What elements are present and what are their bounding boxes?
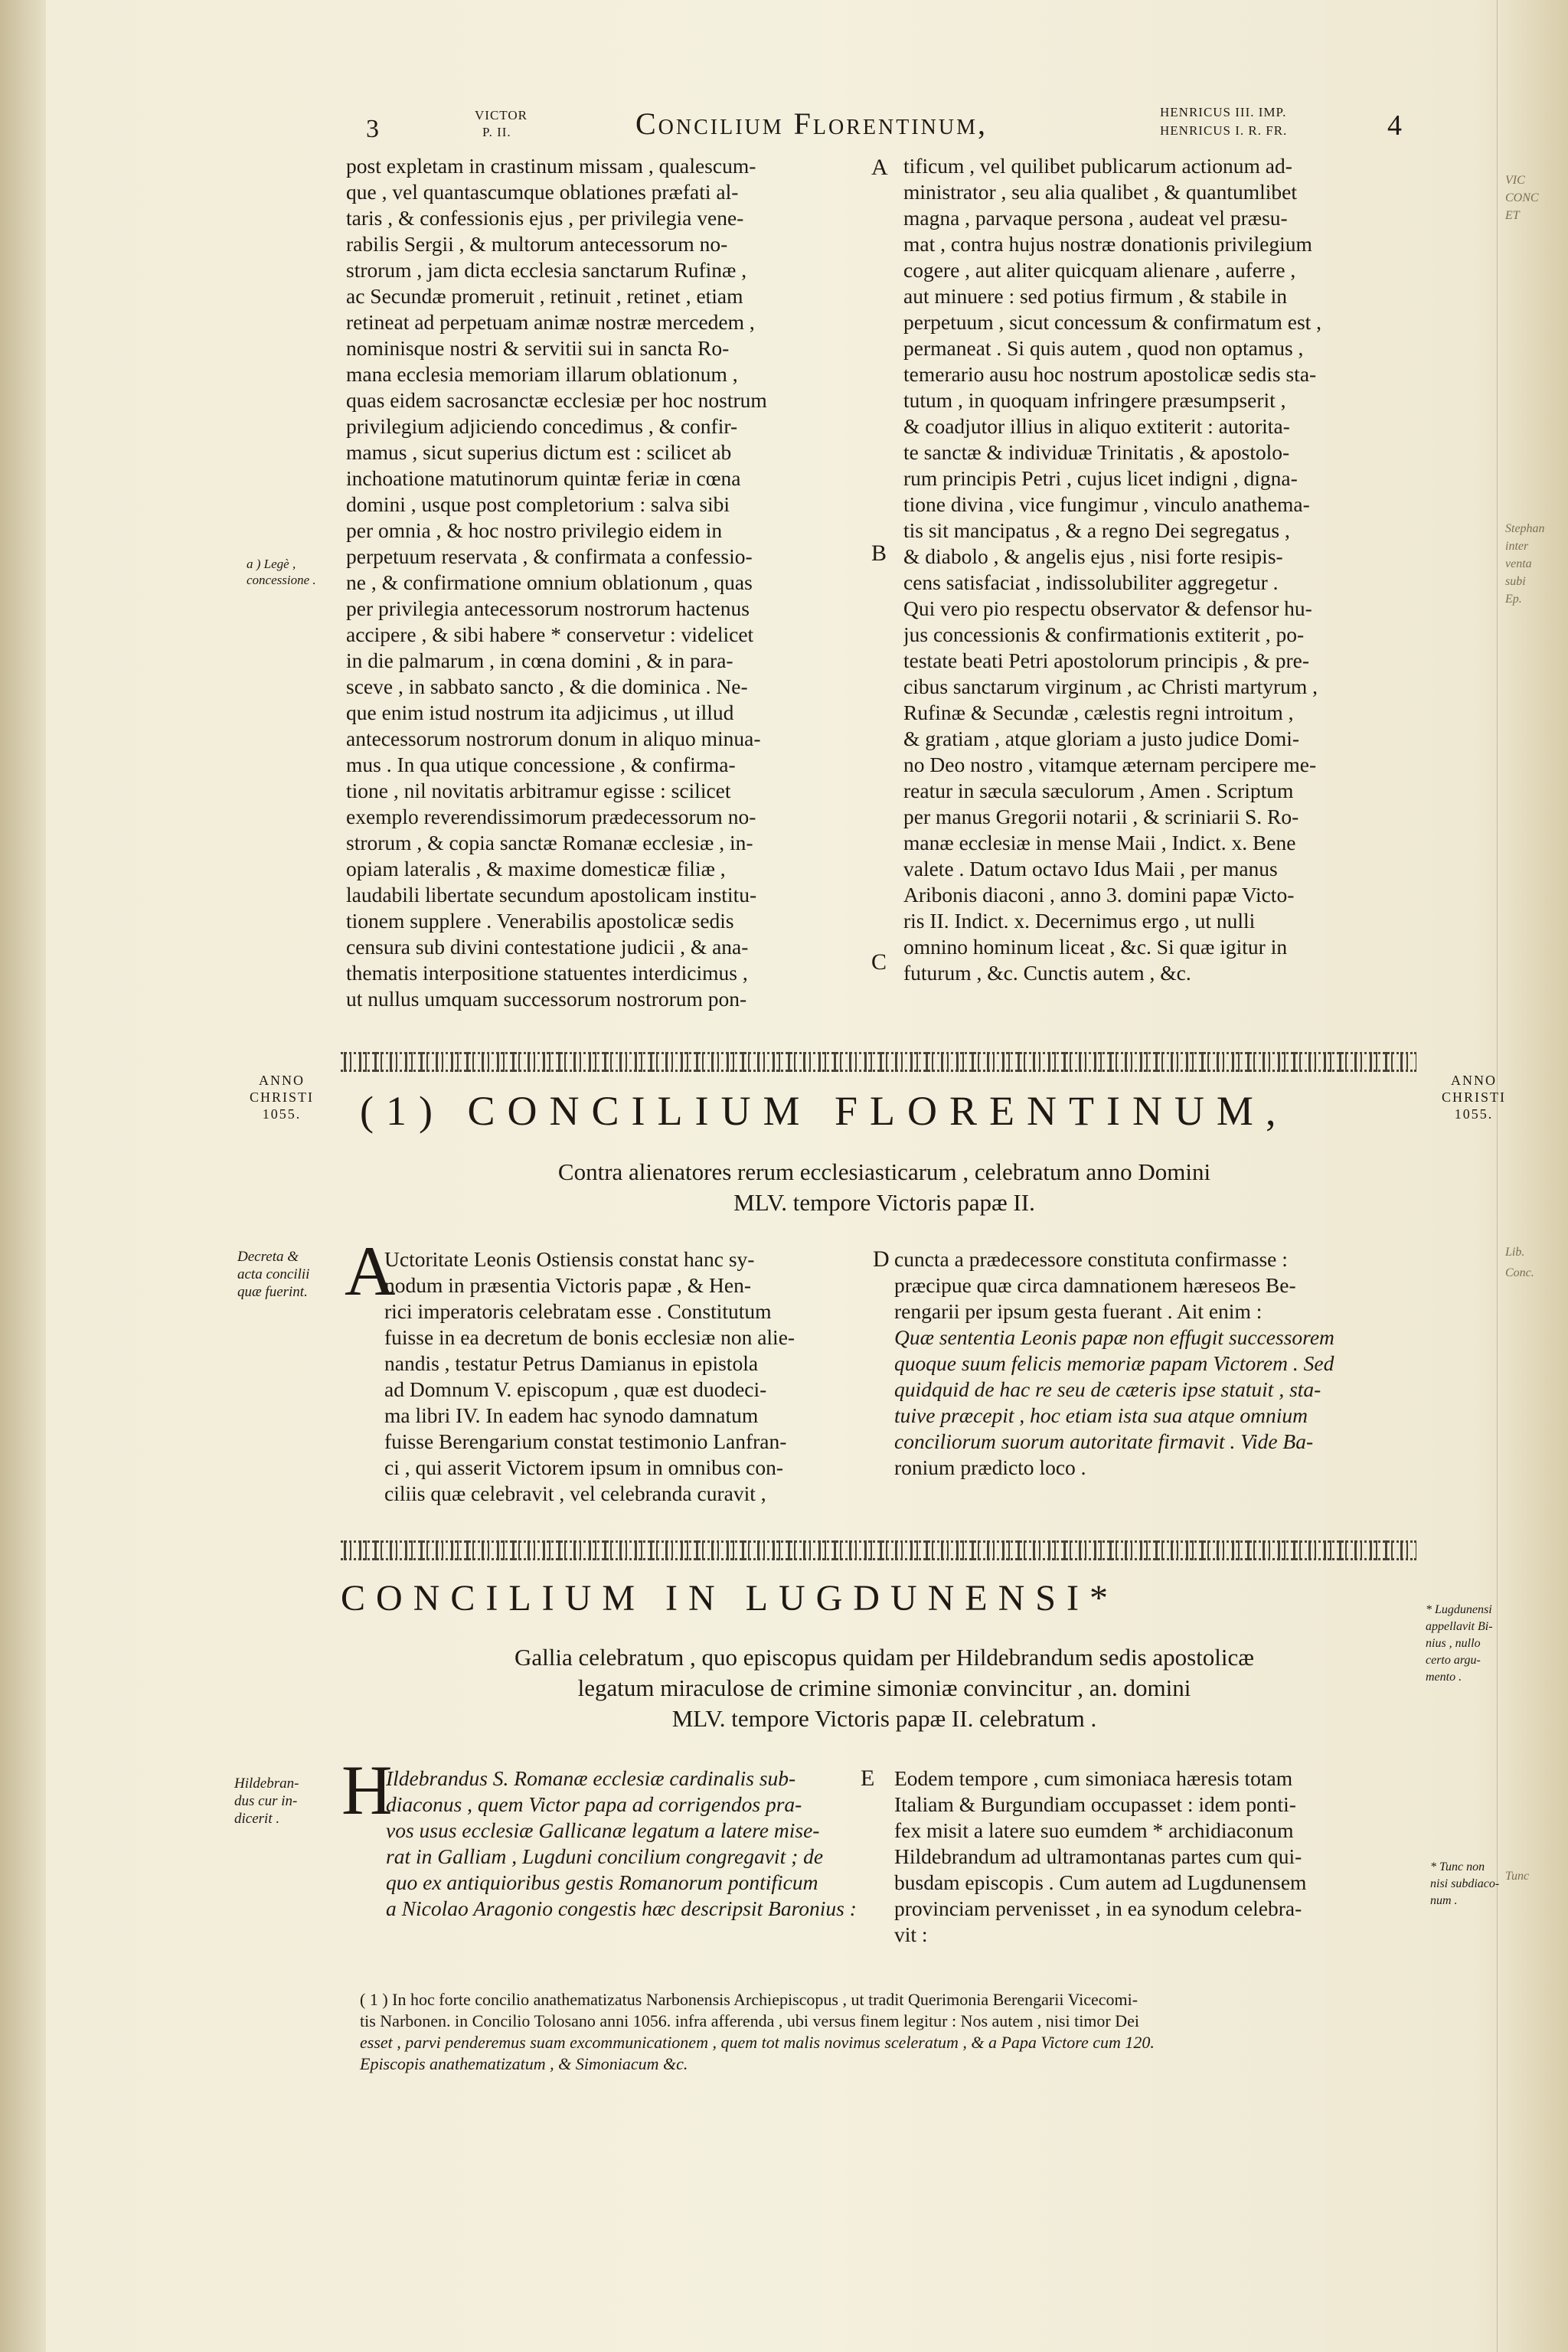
text-line: cogere , aut aliter quicquam alienare , auferre , [903,258,1296,282]
section-1-note-left-3: quæ fuerint. [237,1284,308,1300]
edge-text-1: VIC [1505,174,1525,187]
anno-right-3: 1055. [1454,1106,1494,1122]
text-line: magna , parvaque persona , audeat vel præsu- [903,206,1288,230]
text-line: cibus sanctarum virginum , ac Christi martyrum , [903,675,1318,698]
text-line: præcipue quæ circa damnationem hæreseos Be- [894,1273,1296,1297]
text-line: post expletam in crastinum missam , qualescum- [346,154,756,178]
anno-right-1: ANNO [1451,1073,1497,1088]
section-2-title: CONCILIUM IN LUGDUNENSI* [341,1578,1119,1619]
text-line: no Deo nostro , vitamque æternam percipere me- [903,753,1317,776]
page-number-right: 4 [1387,109,1402,142]
text-line: ci , qui asserit Victorem ipsum in omnibus con- [384,1455,784,1479]
edge-text-10: Conc. [1505,1266,1534,1279]
ornament-rule-1 [341,1052,1416,1072]
section-2-right-column [894,1766,1416,1948]
section-1-dropcap: A [345,1232,396,1310]
text-line: a Nicolao Aragonio congestis hæc descripsit Baronius : [386,1896,857,1920]
text-line: sceve , in sabbato sancto , & die dominica . Ne- [346,675,748,698]
text-line: taris , & confessionis ejus , per privilegia vene- [346,206,744,230]
text-line: tis sit mancipatus , & a regno Dei segregatus , [903,518,1290,542]
text-line: conciliorum suorum autoritate firmavit . Vide Ba- [894,1429,1314,1453]
text-line: retineat ad perpetuam animæ nostræ mercedem , [346,310,755,334]
text-line: Uctoritate Leonis Ostiensis constat hanc sy- [384,1247,755,1271]
anno-left-1: ANNO [259,1073,305,1088]
top-left-column [346,153,859,1012]
section-1-note-left [237,1248,309,1301]
text-line: fuisse Berengarium constat testimonio Lanfran- [384,1429,787,1453]
footnote-line: tis Narbonen. in Concilio Tolosano anni 1056. infra afferenda , ubi versus finem legitur : Nos autem , nisi timor Dei [360,2011,1140,2030]
text-line: mamus , sicut superius dictum est : scilicet ab [346,440,732,464]
section-2-note-right-2-line-2: nisi subdiaco- [1430,1877,1500,1890]
section-2-note-left [234,1775,299,1828]
text-line: laudabili libertate secundum apostolicam institu- [346,883,757,906]
section-2-left-column [386,1766,859,1922]
text-line: Eodem tempore , cum simoniaca hæresis totam [894,1766,1293,1790]
section-2-note-right-2: appellavit Bi- [1426,1620,1493,1633]
edge-text-9: Lib. [1505,1246,1525,1259]
text-line: per manus Gregorii notarii , & scriniarii S. Ro- [903,805,1299,828]
section-2-subtitle-1: Gallia celebratum , quo episcopus quidam per Hildebrandum sedis apostolicæ [514,1644,1254,1671]
text-line: fuisse in ea decretum de bonis ecclesiæ non alie- [384,1325,795,1349]
footnote-line: ( 1 ) In hoc forte concilio anathematizatus Narbonensis Archiepiscopus , ut tradit Querimonia Berengarii Vicecomi- [360,1990,1138,2009]
section-2-note-right-2-line-1: * Tunc non [1430,1860,1485,1873]
text-line: quidquid de hac re seu de cæteris ipse statuit , sta- [894,1377,1321,1401]
text-line: ministrator , seu alia qualibet , & quantumlibet [903,180,1297,204]
text-line: vit : [894,1922,928,1946]
margin-letter-c: C [871,949,887,975]
text-line: ris II. Indict. x. Decernimus ergo , ut nulli [903,909,1256,933]
text-line: inchoatione matutinorum quintæ feriæ in cœna [346,466,741,490]
edge-text-6: venta [1505,557,1532,570]
text-line: provinciam pervenisset , in ea synodum celebra- [894,1896,1302,1920]
text-line: valete . Datum octavo Idus Maii , per manus [903,857,1278,880]
text-line: manæ ecclesiæ in mense Maii , Indict. x. Bene [903,831,1296,854]
text-line: ac Secundæ promeruit , retinuit , retinet , etiam [346,284,743,308]
text-line: rum principis Petri , cujus licet indigni , digna- [903,466,1298,490]
text-line: cens satisfaciat , indissolubiliter aggregetur . [903,570,1279,594]
text-line: Ildebrandus S. Romanæ ecclesiæ cardinalis sub- [386,1766,796,1790]
text-line: strorum , jam dicta ecclesia sanctarum Rufinæ , [346,258,747,282]
text-line: mus . In qua utique concessione , & confirma- [346,753,736,776]
text-line: que , vel quantascumque oblationes præfati al- [346,180,739,204]
anno-left-2: CHRISTI [249,1089,314,1105]
section-2-note-right-1: * Lugdunensi [1426,1603,1492,1616]
text-line: Hildebrandum ad ultramontanas partes cum qui- [894,1844,1302,1868]
text-line: antecessorum nostrorum donum in aliquo minua- [346,727,761,750]
text-line: thematis interpositione statuentes interdicimus , [346,961,748,985]
section-2-note-left-3: dicerit . [234,1811,280,1827]
header-emperor-1: HENRICUS III. IMP. [1160,105,1287,119]
text-line: quoque suum felicis memoriæ papam Victorem . Sed [894,1351,1334,1375]
header-pope: VICTOR [475,108,528,122]
text-line: & coadjutor illius in aliquo extiterit : autorita- [903,414,1290,438]
text-line: Italiam & Burgundiam occupasset : idem ponti- [894,1792,1296,1816]
anno-right [1428,1072,1520,1122]
margin-note-a-line-2: concessione . [247,573,316,587]
section-1-subtitle-2: MLV. tempore Victoris papæ II. [733,1189,1035,1216]
top-right-column [903,153,1418,986]
text-line: tificum , vel quilibet publicarum actionum ad- [903,154,1292,178]
text-line: futurum , &c. Cunctis autem , &c. [903,961,1191,985]
edge-text-2: CONC [1505,191,1539,204]
section-2-dropcap: H [341,1751,393,1829]
text-line: rabilis Sergii , & multorum antecessorum no- [346,232,728,256]
margin-letter-b: B [871,541,887,566]
text-line: Quæ sententia Leonis papæ non effugit successorem [894,1325,1334,1349]
text-line: ne , & confirmatione omnium oblationum , quas [346,570,753,594]
text-line: vos usus ecclesiæ Gallicanæ legatum a latere mise- [386,1818,820,1842]
text-line: privilegium adjiciendo concedimus , & confir- [346,414,738,438]
text-line: perpetuum , sicut concessum & confirmatum est , [903,310,1322,334]
section-2-note-left-1: Hildebran- [234,1775,299,1792]
running-title: Concilium Florentinum, [635,106,988,141]
text-line: que enim istud nostrum ita adjicimus , ut illud [346,701,734,724]
section-1-title: (1) CONCILIUM FLORENTINUM, [360,1088,1289,1134]
text-line: reatur in sæcula sæculorum , Amen . Scriptum [903,779,1294,802]
text-line: & gratiam , atque gloriam a justo judice Domi- [903,727,1300,750]
text-line: mat , contra hujus nostræ donationis privilegium [903,232,1312,256]
section-2-subtitle-3: MLV. tempore Victoris papæ II. celebratum . [671,1705,1097,1732]
text-line: tionem supplere . Venerabilis apostolicæ sedis [346,909,734,933]
text-line: in die palmarum , in cœna domini , & in para- [346,648,733,672]
margin-note-a [247,556,316,588]
text-line: Rufinæ & Secundæ , cælestis regni introitum , [903,701,1294,724]
text-line: nodum in præsentia Victoris papæ , & Hen- [384,1273,752,1297]
text-line: omnino hominum liceat , &c. Si quæ igitur in [903,935,1288,959]
text-line: tione divina , vice fungimur , vinculo anathema- [903,492,1310,516]
edge-text-8: Ep. [1505,593,1522,606]
text-line: & diabolo , & angelis ejus , nisi forte resipis- [903,544,1283,568]
section-1-note-left-1: Decreta & [237,1249,299,1265]
text-line: nandis , testatur Petrus Damianus in epistola [384,1351,759,1375]
text-line: ad Domnum V. episcopum , quæ est duodeci- [384,1377,767,1401]
text-line: Qui vero pio respectu observator & defensor hu- [903,596,1312,620]
text-line: ut nullus umquam successorum nostrorum pon- [346,987,747,1011]
text-line: tuive præcepit , hoc etiam ista sua atque omnium [894,1403,1308,1427]
header-emperor-2: HENRICUS I. R. FR. [1160,123,1288,138]
text-line: opiam lateralis , & maxime domesticæ filiæ , [346,857,726,880]
margin-note-a-line-1: a ) Legè , [247,557,296,571]
section-2-note-right-3: nius , nullo [1426,1637,1481,1650]
section-2-subtitle-2: legatum miraculose de crimine simoniæ convincitur , an. domini [577,1674,1191,1701]
text-line: temerario ausu hoc nostrum apostolicæ sedis sta- [903,362,1317,386]
text-line: ronium prædicto loco . [894,1455,1086,1479]
text-line: tutum , in quoquam infringere præsumpserit , [903,388,1286,412]
section-2-note-right [1426,1602,1493,1686]
text-line: diaconus , quem Victor papa ad corrigendos pra- [386,1792,802,1816]
edge-text-7: subi [1505,575,1526,588]
section-1-left-column [384,1246,859,1507]
text-line: testate beati Petri apostolorum principis , & pre- [903,648,1310,672]
text-line: rengarii per ipsum gesta fuerant . Ait enim : [894,1299,1263,1323]
text-line: Aribonis diaconi , anno 3. domini papæ Victo- [903,883,1295,906]
text-line: strorum , & copia sanctæ Romanæ ecclesiæ , in- [346,831,753,854]
text-line: perpetuum reservata , & confirmata a confessio- [346,544,753,568]
section-2-note-left-2: dus cur in- [234,1793,298,1809]
text-line: censura sub divini contestatione judicii , & ana- [346,935,749,959]
footnote-line: esset , parvi penderemus suam excommunicationem , quem tot malis novimus sceleratum , & a Papa Victore cum 120. [360,2033,1155,2052]
text-line: busdam episcopis . Cum autem ad Lugdunensem [894,1870,1307,1894]
text-line: domini , usque post completorium : salva sibi [346,492,730,516]
section-2-note-right-5: mento . [1426,1671,1462,1684]
text-line: nominisque nostri & servitii sui in sancta Ro- [346,336,730,360]
section-2-note-right-2 [1430,1859,1499,1909]
section-1-note-left-2: acta concilii [237,1266,310,1282]
next-page-edge [1497,0,1568,2352]
text-line: quas eidem sacrosanctæ ecclesiæ per hoc nostrum [346,388,767,412]
page-number-left: 3 [366,115,379,143]
section-1-subtitle-1: Contra alienatores rerum ecclesiasticarum , celebratum anno Domini [557,1158,1211,1185]
text-line: exemplo reverendissimorum prædecessorum no- [346,805,756,828]
text-line: per privilegia antecessorum nostrorum hactenus [346,596,750,620]
section-1-right-column [894,1246,1416,1481]
text-line: accipere , & sibi habere * conservetur : videlicet [346,622,754,646]
text-line: tione , nil novitatis arbitramur egisse : scilicet [346,779,731,802]
edge-text-4: Stephan [1505,522,1545,535]
text-line: per omnia , & hoc nostro privilegio eidem in [346,518,723,542]
text-line: mana ecclesia memoriam illarum oblationum , [346,362,738,386]
margin-letter-d: D [873,1246,890,1272]
edge-text-11: Tunc [1505,1870,1530,1883]
book-spine [0,0,46,2352]
ornament-rule-2 [341,1540,1416,1560]
anno-left-3: 1055. [262,1106,302,1122]
edge-text-5: inter [1505,540,1529,553]
footnote-line: Episcopis anathematizatum , & Simoniacum &c. [360,2054,688,2073]
text-line: te sanctæ & individuæ Trinitatis , & apostolo- [903,440,1290,464]
anno-right-2: CHRISTI [1441,1089,1506,1105]
margin-letter-a: A [871,155,888,180]
text-line: cuncta a prædecessore constituta confirmasse : [894,1247,1288,1271]
text-line: ciliis quæ celebravit , vel celebranda curavit , [384,1481,766,1505]
margin-letter-e: E [861,1766,875,1791]
anno-left [236,1072,328,1122]
section-2-note-right-4: certo argu- [1426,1654,1481,1667]
text-line: rici imperatoris celebratam esse . Constitutum [384,1299,772,1323]
text-line: aut minuere : sed potius firmum , & stabile in [903,284,1288,308]
text-line: permaneat . Si quis autem , quod non optamus , [903,336,1304,360]
edge-text-3: ET [1505,209,1520,222]
text-line: fex misit a latere suo eumdem * archidiaconum [894,1818,1294,1842]
text-line: jus concessionis & confirmationis extiterit , po- [903,622,1305,646]
text-line: quo ex antiquioribus gestis Romanorum pontificum [386,1870,818,1894]
text-line: rat in Galliam , Lugduni concilium congregavit ; de [386,1844,824,1868]
section-2-note-right-2-line-3: num . [1430,1894,1458,1907]
header-pope-number: P. II. [482,125,511,139]
text-line: ma libri IV. In eadem hac synodo damnatum [384,1403,759,1427]
